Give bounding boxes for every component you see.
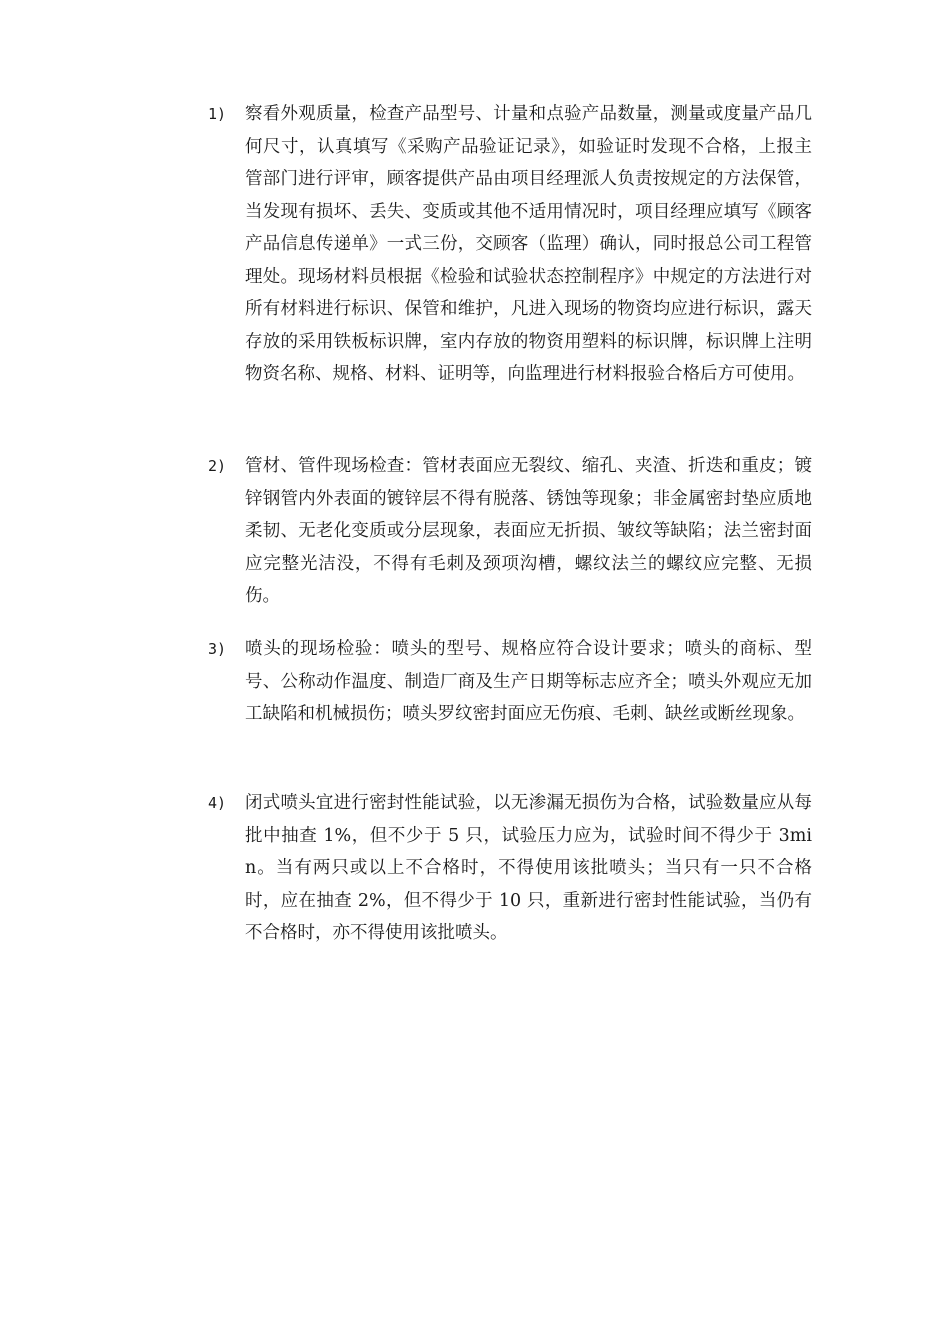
item-text: 察看外观质量，检查产品型号、计量和点验产品数量，测量或度量产品几何尺寸，认真填写《采购产品验证记录》，如验证时发现不合格，上报主管部门进行评审，顾客提供产品由项目经理派人负责按规定的方法保管，当发现有损坏、丢失、变质或其他不适用情况时，项目经理应填写《顾客产品信息传递单》一式三份，交顾客（监理）确认，同时报总公司工程管理处。现场材料员根据《检验和试验状态控制程序》中规定的方法进行对所有材料进行标识、保管和维护，凡进入现场的物资均应进行标识，露天存放的采用铁板标识牌，室内存放的物资用塑料的标识牌，标识牌上注明物资名称、规格、材料、证明等，向监理进行材料报验合格后方可使用。 bbox=[245, 104, 812, 384]
item-text: 闭式喷头宜进行密封性能试验，以无渗漏无损伤为合格，试验数量应从每批中抽查 1%，但不少于 5 只，试验压力应为，试验时间不得少于 3min。当有两只或以上不合格时，不得使用该批喷头；当只有一只不合格时，应在抽查 2%，但不得少于 10 只，重新进行密封性能试验，当仍有不合格时，亦不得使用该批喷头。 bbox=[245, 793, 812, 943]
item-number: 1) bbox=[208, 105, 227, 123]
item-number: 3) bbox=[208, 640, 227, 658]
item-number: 4) bbox=[208, 794, 227, 812]
item-number: 2) bbox=[208, 457, 227, 475]
item-text: 管材、管件现场检查：管材表面应无裂纹、缩孔、夹渣、折迭和重皮；镀锌钢管内外表面的镀锌层不得有脱落、锈蚀等现象；非金属密封垫应质地柔韧、无老化变质或分层现象，表面应无折损、皱纹等缺陷；法兰密封面应完整光洁没，不得有毛刺及颈项沟槽，螺纹法兰的螺纹应完整、无损伤。 bbox=[245, 456, 812, 606]
item-text: 喷头的现场检验：喷头的型号、规格应符合设计要求；喷头的商标、型号、公称动作温度、制造厂商及生产日期等标志应齐全；喷头外观应无加工缺陷和机械损伤；喷头罗纹密封面应无伤痕、毛刺、缺丝或断丝现象。 bbox=[245, 639, 812, 724]
